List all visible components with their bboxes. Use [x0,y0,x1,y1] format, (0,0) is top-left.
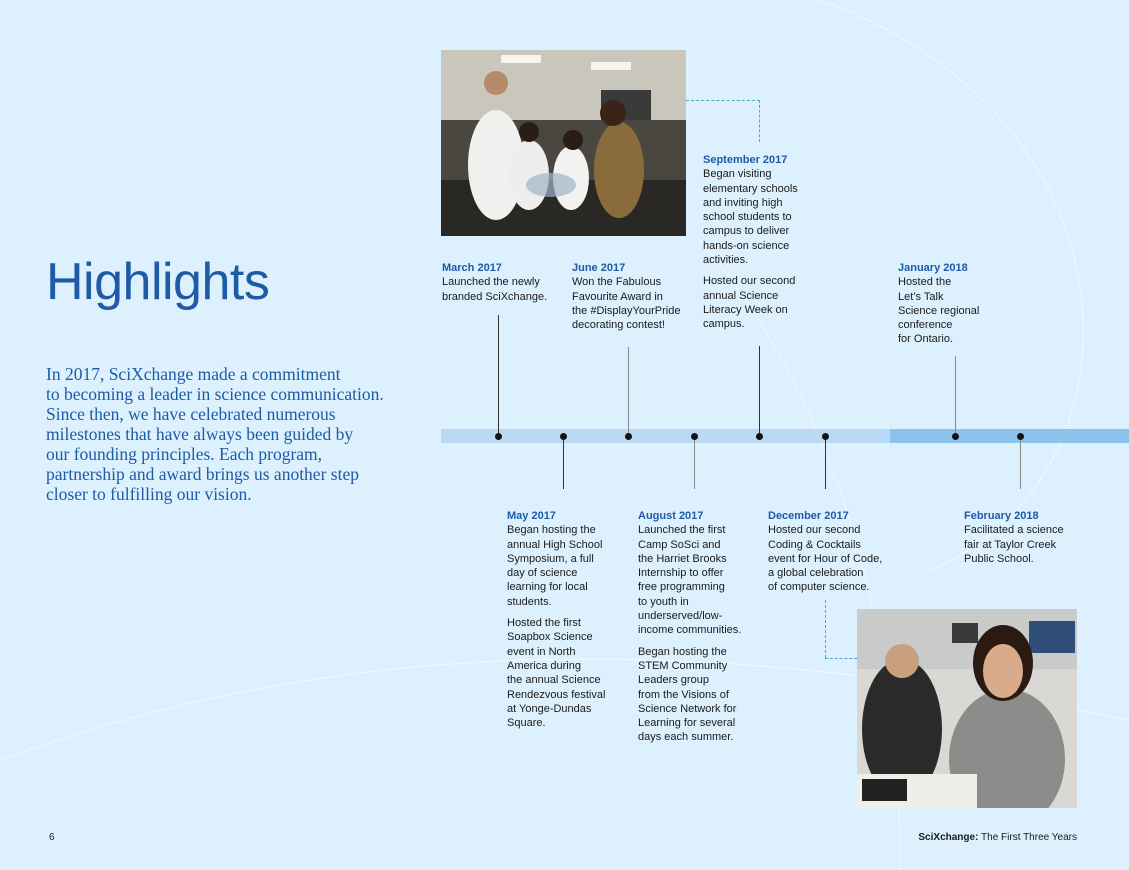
dot-december-2017 [822,433,829,440]
dot-may-2017 [560,433,567,440]
event-june-2017 [572,261,680,332]
event-text: Launched the newly branded SciXchange. [442,276,548,303]
event-text: Facilitated a science fair at Taylor Creek Public School. [964,524,1064,565]
event-february-2018 [964,509,1064,566]
event-text: Began visiting elementary schools and inviting high school students to campus to deliver hands-on science activities. [703,168,798,267]
footer-subtitle: The First Three Years [978,832,1077,843]
event-date: May 2017 [507,510,556,522]
dot-august-2017 [691,433,698,440]
page-title: Highlights [46,253,270,311]
photo2-connector-h [825,658,857,659]
page-number: 6 [49,832,55,843]
stem-may-2017 [563,436,564,489]
stem-june-2017 [628,347,629,436]
event-august-2017 [638,509,741,745]
event-date: June 2017 [572,262,626,274]
event-text: Hosted our second annual Science Literacy Week on campus. [703,275,796,331]
event-january-2018 [898,261,979,347]
photo1-connector-drop [759,100,760,142]
event-text: Hosted the Let’s Talk Science regional conference for Ontario. [898,276,980,346]
event-date: September 2017 [703,154,788,166]
event-text: Won the Fabulous Favourite Award in the #DisplayYourPride decorating contest! [572,276,681,332]
stem-december-2017 [825,436,826,489]
footer-brand: SciXchange: [918,832,979,843]
event-text: Hosted the first Soapbox Science event in North America during the annual Science Rendezvous festival at Yonge-Dundas Square. [507,617,606,730]
stem-january-2018 [955,356,956,436]
footer-title [918,832,1077,843]
intro-paragraph: In 2017, SciXchange made a commitment to becoming a leader in science communication. Since then, we have celebrated numerous milestones that have always been guided by our founding principles. Each program, partnership and award brings us another step closer to fulfilling our vision. [46,364,384,504]
event-text: Launched the first Camp SoSci and the Harriet Brooks Internship to offer free programming to youth in underserved/low- income communities. [638,524,742,637]
event-may-2017 [507,509,605,730]
computer-lab-photo [857,609,1077,808]
stem-march-2017 [498,315,499,436]
event-september-2017 [703,153,798,332]
dot-march-2017 [495,433,502,440]
dot-february-2018 [1017,433,1024,440]
event-date: March 2017 [442,262,502,274]
stem-august-2017 [694,436,695,489]
stem-september-2017 [759,346,760,436]
dot-september-2017 [756,433,763,440]
event-text: Hosted our second Coding & Cocktails event for Hour of Code, a global celebration of computer science. [768,524,883,594]
timeline-bar-2018 [890,429,1129,443]
event-text: Began hosting the STEM Community Leaders group from the Visions of Science Network for Learning for several days each summer. [638,645,737,744]
event-text: Began hosting the annual High School Symposium, a full day of science learning for local students. [507,524,603,608]
photo1-connector [686,100,760,101]
dot-january-2018 [952,433,959,440]
event-date: January 2018 [898,262,968,274]
dot-june-2017 [625,433,632,440]
lab-photo [441,50,686,236]
event-date: August 2017 [638,510,704,522]
event-march-2017 [442,261,547,304]
event-date: December 2017 [768,510,849,522]
event-date: February 2018 [964,510,1039,522]
photo2-connector [825,600,826,658]
event-december-2017 [768,509,882,595]
stem-february-2018 [1020,436,1021,489]
